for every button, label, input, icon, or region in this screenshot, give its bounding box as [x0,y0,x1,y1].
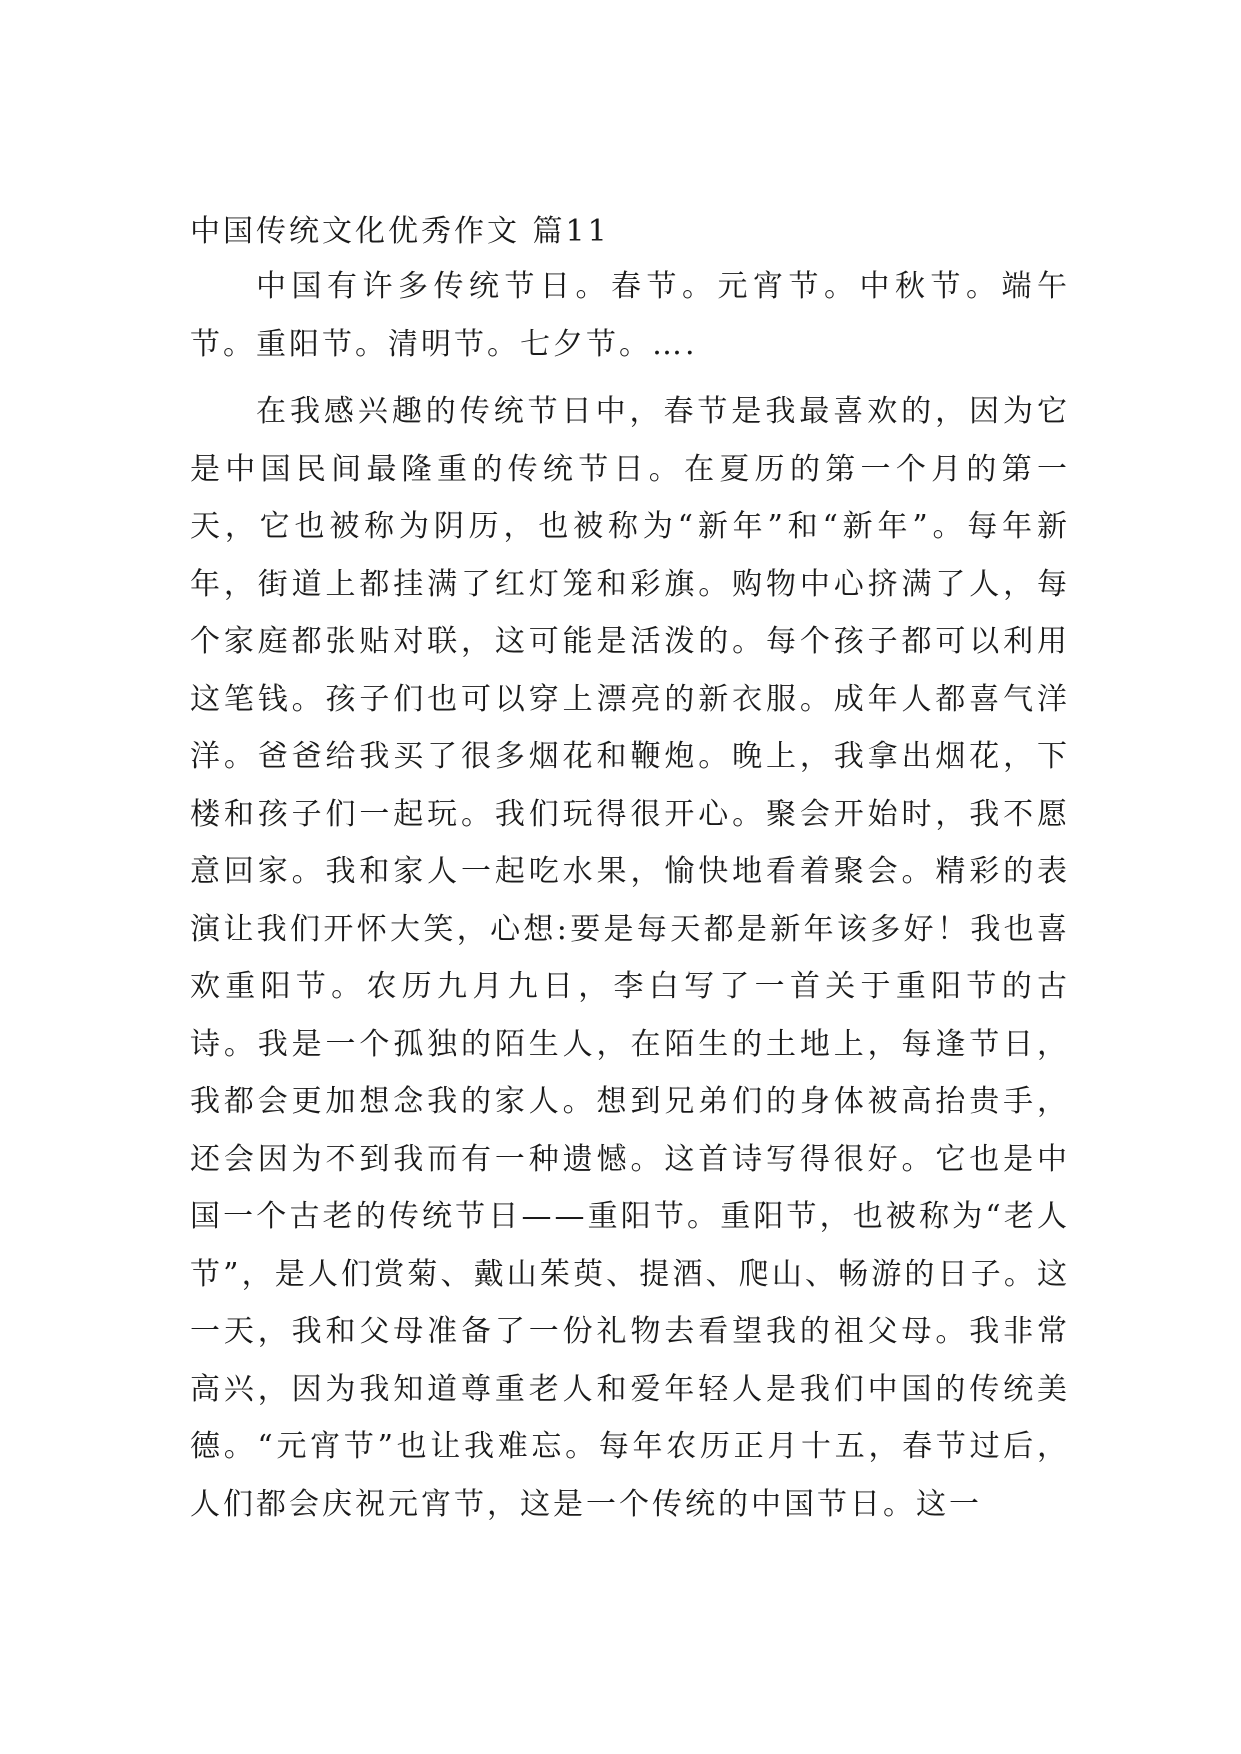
document-body [190,212,1070,1533]
paragraph-festival-list: 中国有许多传统节日。春节。元宵节。中秋节。端午节。重阳节。清明节。七夕节。…. [190,269,1070,362]
essay-title: 中国传统文化优秀作文 篇11 [190,214,610,249]
paragraph-festival-story: 在我感兴趣的传统节日中，春节是我最喜欢的，因为它是中国民间最隆重的传统节日。在夏历的第一个月的第一天，它也被称为阴历，也被称为“新年”和“新年”。每年新年，街道上都挂满了红灯笼和彩旗。购物中心挤满了人，每个家庭都张贴对联，这可能是活泼的。每个孩子都可以利用这笔钱。孩子们也可以穿上漂亮的新衣服。成年人都喜气洋洋。爸爸给我买了很多烟花和鞭炮。晚上，我拿出烟花，下楼和孩子们一起玩。我们玩得很开心。聚会开始时，我不愿意回家。我和家人一起吃水果，愉快地看着聚会。精彩的表演让我们开怀大笑，心想:要是每天都是新年该多好！我也喜欢重阳节。农历九月九日，李白写了一首关于重阳节的古诗。我是一个孤独的陌生人，在陌生的土地上，每逢节日，我都会更加想念我的家人。想到兄弟们的身体被高抬贵手，还会因为不到我而有一种遗憾。这首诗写得很好。它也是中国一个古老的传统节日——重阳节。重阳节，也被称为“老人节”，是人们赏菊、戴山茱萸、提酒、爬山、畅游的日子。这一天，我和父母准备了一份礼物去看望我的祖父母。我非常高兴，因为我知道尊重老人和爱年轻人是我们中国的传统美德。“元宵节”也让我难忘。每年农历正月十五，春节过后，人们都会庆祝元宵节，这是一个传统的中国节日。这一 [190,394,1070,1522]
